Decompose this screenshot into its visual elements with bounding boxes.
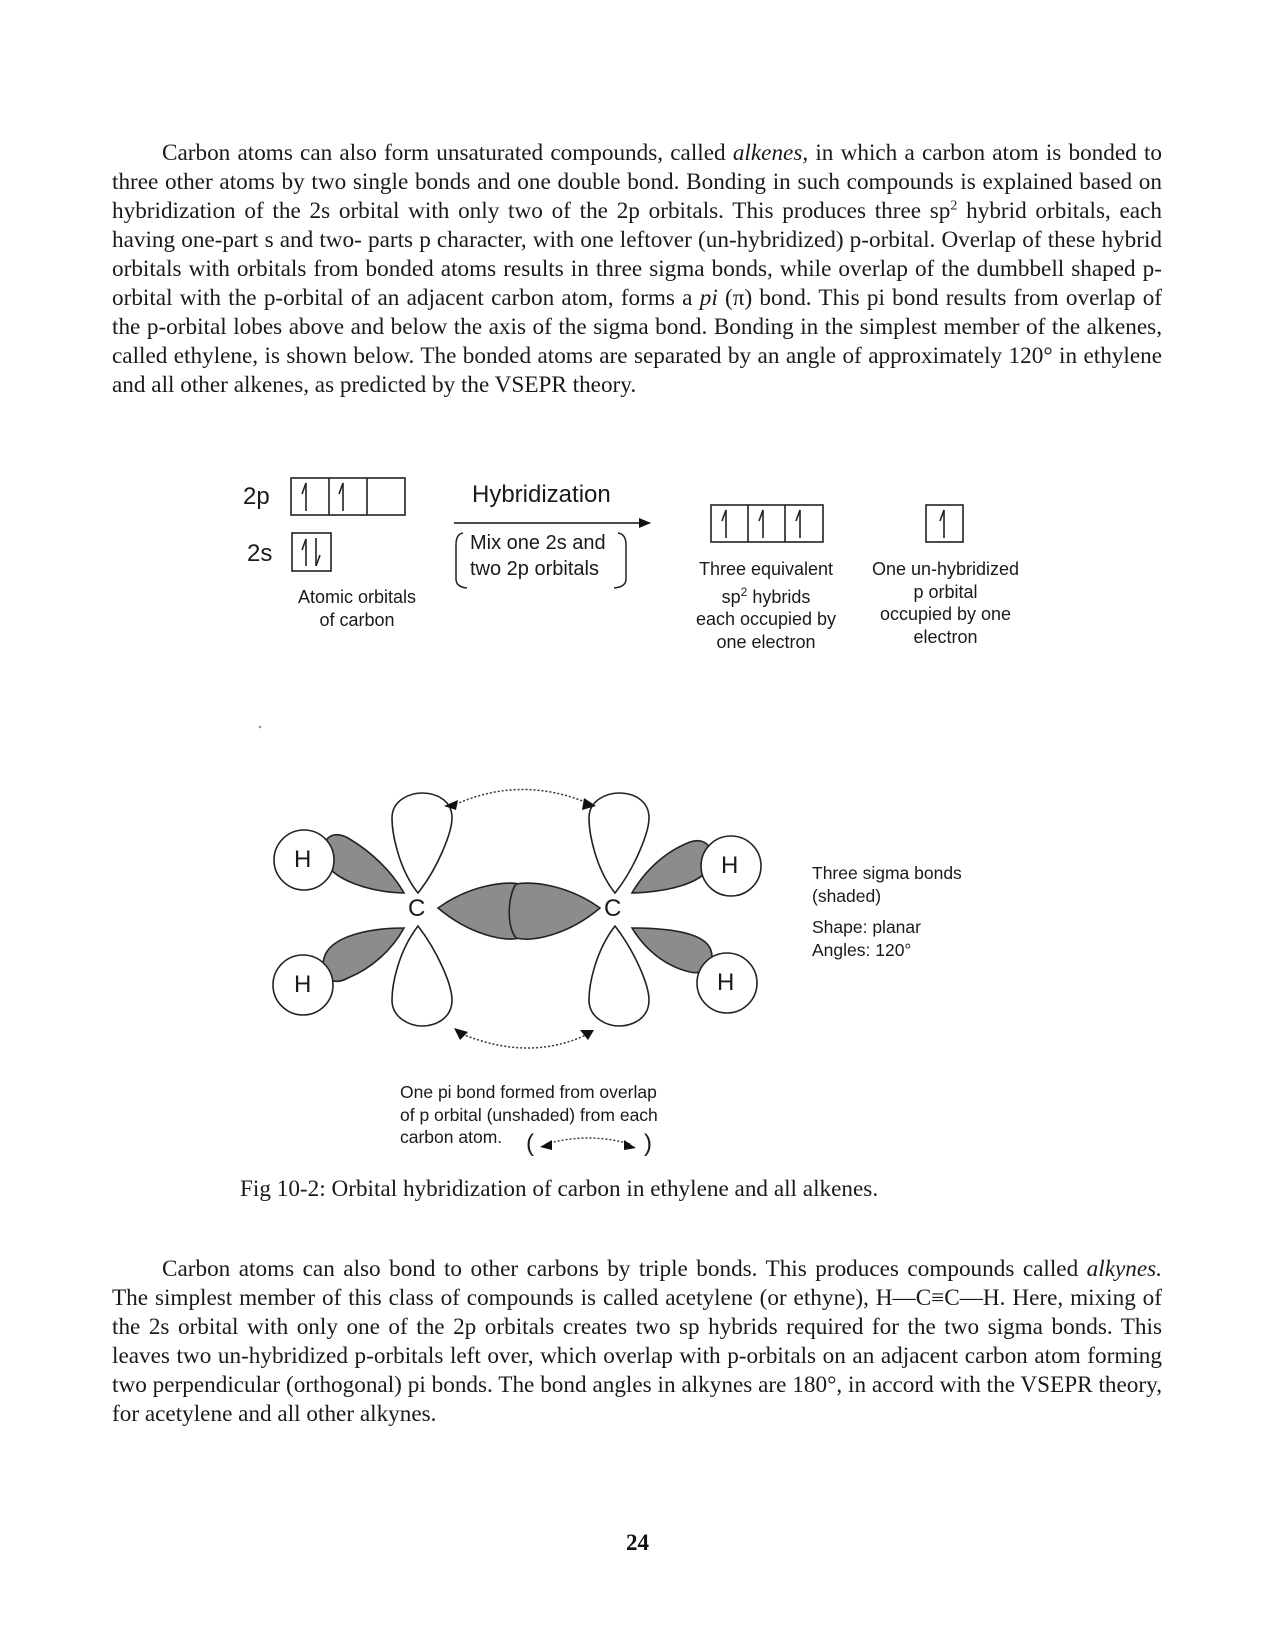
- atom-h-lower-right: H: [717, 969, 735, 996]
- hybridization-title: Hybridization: [472, 481, 611, 508]
- atomic-orbitals-line2: of carbon: [319, 609, 395, 630]
- figure-caption: Fig 10-2: Orbital hybridization of carbon in ethylene and all alkenes.: [240, 1176, 879, 1202]
- sp2-superscript: 2: [740, 584, 748, 599]
- legend-paren-close: ): [644, 1130, 652, 1157]
- p-orbital-lobe-upper-left: [392, 793, 452, 893]
- sigma-lobe-cc-left: [438, 883, 520, 939]
- atom-h-upper-left: H: [294, 846, 312, 873]
- sigma-bonds-label: [812, 862, 962, 961]
- angles-line: Angles: 120°: [812, 939, 912, 960]
- sigma-lobe-cc-right: [509, 883, 600, 939]
- mix-line2: two 2p orbitals: [470, 558, 599, 580]
- p-orbital-lobe-lower-right: [589, 926, 649, 1026]
- unhyb-line4: electron: [913, 626, 978, 647]
- sigma-lobe-upper-left: [323, 835, 404, 893]
- atomic-orbitals-label: [282, 586, 432, 631]
- electron-arrows-2p: [302, 483, 343, 511]
- unhyb-line3: occupied by one: [879, 604, 1012, 624]
- mix-line1: Mix one 2s and: [470, 532, 606, 554]
- mix-orbitals-label: [470, 530, 606, 582]
- arrowhead-bottom-right: [580, 1030, 594, 1040]
- para1-term-alkenes: alkenes,: [732, 140, 809, 166]
- sigma-lobe-lower-left: [323, 928, 404, 981]
- atom-h-lower-left: H: [294, 971, 312, 998]
- sp2-hybrids-text: hybrids: [747, 586, 811, 607]
- mix-bracket-right: [614, 533, 626, 588]
- para1-superscript: 2: [950, 198, 958, 214]
- mix-bracket-left: [456, 533, 467, 588]
- sp2-line4: one electron: [716, 631, 816, 652]
- pi-line1: One pi bond formed from overlap: [400, 1082, 657, 1102]
- pi-line3: carbon atom.: [400, 1127, 503, 1147]
- sigma-line2: (shaded): [812, 885, 882, 906]
- orbital-box-2p: [291, 478, 405, 515]
- unhyb-line1: One un-hybridized: [871, 559, 1020, 579]
- sigma-line1: Three sigma bonds: [812, 863, 962, 883]
- atom-h-upper-right: H: [721, 852, 739, 879]
- para1-text-1: Carbon atoms can also form unsaturated compounds, called: [162, 140, 733, 166]
- scan-speck: [259, 726, 262, 729]
- unhyb-line2: p orbital: [913, 581, 978, 602]
- unhybridized-p-box: [926, 505, 963, 542]
- pi-overlap-arrow-bottom: [462, 1034, 588, 1048]
- p-orbital-lobe-lower-left: [392, 926, 452, 1026]
- unhybridized-label: [858, 558, 1033, 648]
- sigma-lobe-lower-right: [632, 928, 712, 973]
- sp2-line2: [681, 581, 851, 609]
- atom-c-right: C: [604, 895, 622, 922]
- para2-text-1: Carbon atoms can also bond to other carbons by triple bonds. This produces compounds called: [162, 1256, 1087, 1282]
- shape-line: Shape: planar: [812, 917, 921, 937]
- label-2s: 2s: [247, 540, 273, 567]
- label-2p: 2p: [243, 483, 270, 510]
- sigma-lobe-upper-right: [632, 841, 712, 893]
- para1-text-3: hybrid orbitals, each having one-part s and two- parts p character, with one leftover (un-hybridized) p-orbital. Overlap of these hybrid orbitals with orbitals from bonded atoms results in three sigma bonds, while overlap of the dumbbell shaped p-orbital with the p-orbital of an adjacent carbon atom, forms a: [112, 198, 1162, 311]
- atom-c-left: C: [408, 895, 426, 922]
- pi-overlap-arrow-top: [452, 789, 590, 806]
- para2-text-2: The simplest member of this class of compounds is called acetylene (or ethyne), H—C≡C—H. Here, mixing of the 2s orbital with only one of the 2p orbitals creates two sp hybrids required for the two sigma bonds. This leaves two un-hybridized p-orbitals left over, which overlap with p-orbitals on an adjacent carbon atom forming two perpendicular (orthogonal) pi bonds. The bond angles in alkynes are 180°, in accord with the VSEPR theory, for acetylene and all other alkynes.: [112, 1285, 1162, 1427]
- legend-paren-open: (: [526, 1130, 534, 1157]
- paragraph-alkynes: [112, 1255, 1162, 1429]
- sp2-text: sp: [721, 586, 741, 607]
- sp2-hybrids-label: [681, 558, 851, 653]
- para1-text-2: in which a carbon atom is bonded to three other atoms by two single bonds and one double bond. Bonding in such compounds is explained based on hybridization of the 2s orbital with only two of the 2p orbitals. This produces three sp: [112, 140, 1162, 224]
- para1-term-pi: pi: [699, 285, 718, 311]
- page-number: 24: [626, 1530, 649, 1555]
- arrowhead-bottom-left: [454, 1028, 468, 1040]
- para2-term-alkynes: alkynes.: [1086, 1256, 1162, 1282]
- sp2-line1: Three equivalent: [698, 559, 834, 579]
- atomic-orbitals-line1: Atomic orbitals: [297, 587, 417, 607]
- p-orbital-lobe-upper-right: [589, 793, 649, 893]
- sp2-line3: each occupied by: [695, 609, 837, 629]
- pi-line2: of p orbital (unshaded) from each: [400, 1104, 658, 1125]
- orbital-box-2s: [292, 533, 331, 571]
- sp2-hybrid-boxes: [711, 505, 823, 542]
- para1-text-4: (π) bond. This pi bond results from overlap of the p-orbital lobes above and below the axis of the sigma bond. Bonding in the simplest member of the alkenes, called ethylene, is shown below. The bonded atoms are separated by an angle of approximately 120° in ethylene and all other alkenes, as predicted by the VSEPR theory.: [112, 285, 1163, 398]
